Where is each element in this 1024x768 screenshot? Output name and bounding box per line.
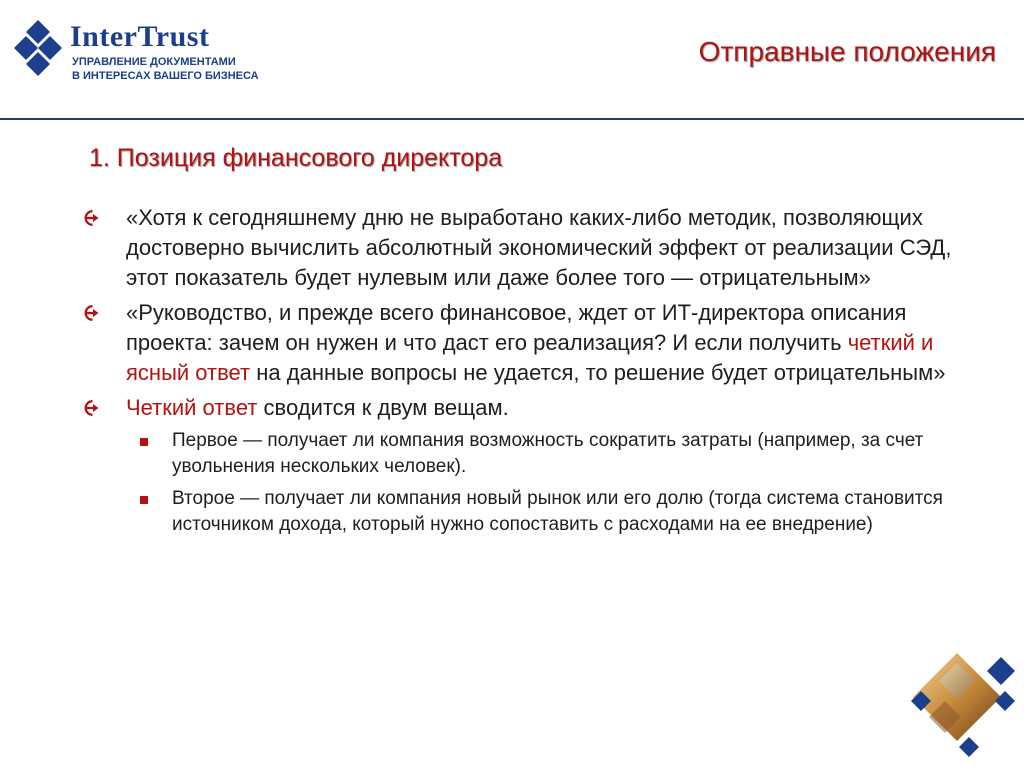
header-divider: [0, 118, 1024, 120]
circle-arrow-icon: [80, 393, 100, 423]
sub-bullet-text: Первое — получает ли компания возможность сократить затраты (например, за счет увольнения нескольких человек).: [172, 430, 924, 477]
logo-tagline-1: УПРАВЛЕНИЕ ДОКУМЕНТАМИ: [72, 56, 236, 68]
bullet-item: [80, 298, 980, 388]
sub-bullet-item: [80, 428, 980, 480]
square-bullet-icon: [140, 496, 148, 504]
bullet-item: [80, 203, 980, 293]
bullet-text: сводится к двум вещам.: [257, 395, 509, 420]
highlighted-text: четкий и ясный ответ: [126, 330, 934, 385]
slide-title: Отправные положения: [698, 36, 996, 67]
bullet-text: на данные вопросы не удается, то решение будет отрицательным»: [250, 360, 946, 385]
bullet-item: [80, 393, 980, 423]
circle-arrow-icon: [80, 298, 100, 328]
diamond-collage-icon: [905, 645, 1020, 760]
bullet-text: «Руководство, и прежде всего финансовое, ждет от ИТ-директора описания проекта: зачем он нужен и что даст его реализация? И если получить: [126, 300, 907, 355]
logo-tagline-2: В ИНТЕРЕСАХ ВАШЕГО БИЗНЕСА: [72, 70, 259, 82]
logo-diamond-icon: [14, 18, 62, 82]
circle-arrow-icon: [80, 203, 100, 233]
bullet-text: «Хотя к сегодняшнему дню не выработано каких-либо методик, позволяющих достоверно вычислить абсолютный экономический эффект от реализации СЭД, этот показатель будет нулевым или даже более того — отрицательным»: [126, 205, 952, 290]
section-title: 1. Позиция финансового директора: [89, 144, 503, 172]
logo-name: InterTrust: [70, 20, 210, 53]
sub-bullet-item: [80, 486, 980, 538]
square-bullet-icon: [140, 438, 148, 446]
highlighted-text: Четкий ответ: [126, 395, 258, 420]
slide-body: [80, 203, 980, 544]
sub-bullet-text: Второе — получает ли компания новый рынок или его долю (тогда система становится источником дохода, который нужно сопоставить с расходами на ее внедрение): [172, 488, 943, 535]
company-logo: [14, 14, 259, 94]
